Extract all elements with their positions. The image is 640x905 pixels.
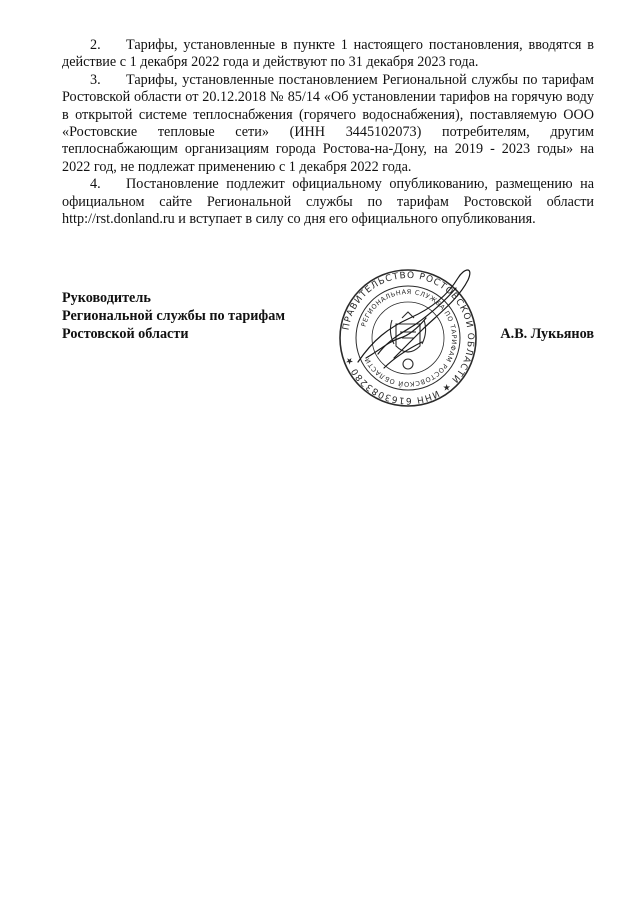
paragraph-2 <box>62 37 594 72</box>
svg-text:РЕГИОНАЛЬНАЯ СЛУЖБА ПО ТАРИ: РЕГИОНАЛЬНАЯ СЛУЖБА ПО ТАРИФАМ РОСТОВСКОЙ ОБЛАСТИ <box>359 287 459 389</box>
paragraph-3 <box>62 72 594 176</box>
paragraph-4 <box>62 176 594 228</box>
paragraph-number: 4. <box>90 176 101 193</box>
paragraph-text: Тарифы, установленные в пункте 1 настоящего постановления, вводятся в действие с 1 декабря 2022 года и действуют по 31 декабря 2023 года. <box>62 37 594 71</box>
paragraph-number: 3. <box>90 71 101 88</box>
paragraph-text: Тарифы, установленные постановлением Региональной службы по тарифам Ростовской области от 20.12.2018 № 85/14 «Об установлении тарифов на горячую воду в открытой системе теплоснабжения (горячего водоснабжения), поставляемую ООО «Ростовские тепловые сети» (ИНН 3445102073) потребителям, другим теплоснабжающим организациям города Ростова-на-Дону, на 2019 - 2023 годы» на 2022 год, не подлежат применению с 1 декабря 2022 года. <box>62 71 594 175</box>
signer-name: А.В. Лукьянов <box>500 326 594 342</box>
signer-position-line: Ростовской области <box>62 326 189 342</box>
paragraph-number: 2. <box>90 37 101 53</box>
document-body <box>62 37 594 228</box>
signer-position-line: Руководитель <box>62 290 151 306</box>
svg-text:ПРАВИТЕЛЬСТВО РОСТОВСКОЙ ОБЛ: ПРАВИТЕЛЬСТВО РОСТОВСКОЙ ОБЛАСТИ ★ ИНН 6163083280 ★ <box>341 270 476 406</box>
paragraph-text: Постановление подлежит официальному опубликованию, размещению на официальном сайте Региональной службы по тарифам Ростовской области http://rst.donland.ru и вступает в силу со дня его официального опубликования. <box>62 176 594 228</box>
signer-position-line: Региональной службы по тарифам <box>62 308 286 324</box>
signer-position <box>62 289 302 343</box>
official-seal-with-signature <box>318 258 498 418</box>
